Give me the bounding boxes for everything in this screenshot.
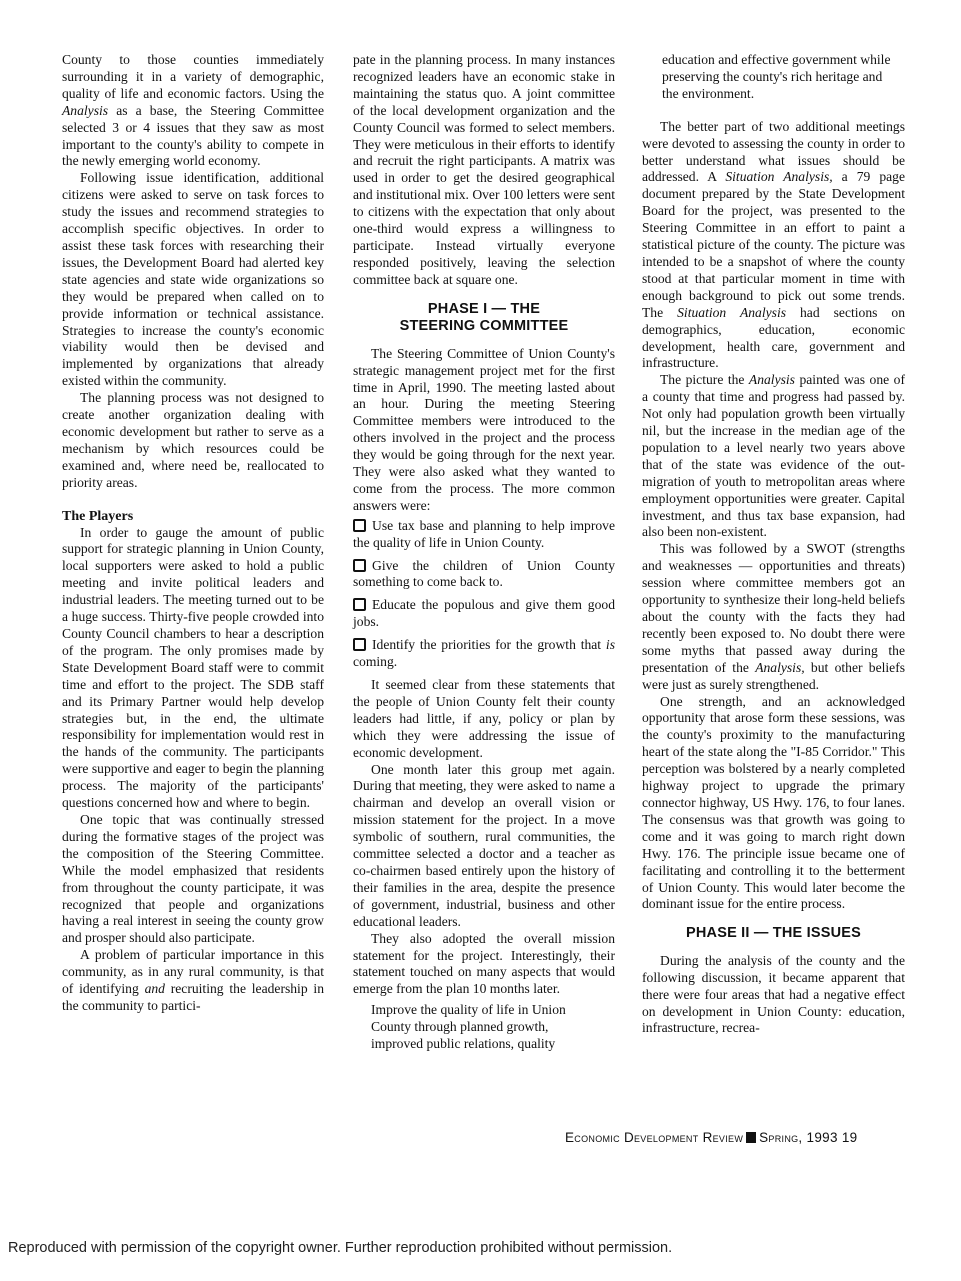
checkbox-icon <box>353 559 366 572</box>
paragraph: County to those counties immediately surrounding it in a variety of demographic, quality of life and economic factors. Using the Analysis as a base, the Steering Committee selected 3 or 4 issues that they saw as most important to the county's ability to compete in the newly emerging world economy. <box>62 52 324 169</box>
text-column-1 <box>62 52 324 1015</box>
journal-name: Economic Development Review <box>565 1130 744 1145</box>
checkbox-icon <box>353 638 366 651</box>
mission-statement-quote: Improve the quality of life in Union County through planned growth, improved public relations, quality <box>371 1002 566 1052</box>
page-number: 19 <box>841 1130 858 1145</box>
paragraph: It seemed clear from these statements that the people of Union County felt their county leaders had little, if any, policy or plan by which they were addressing the issue of economic development. <box>353 677 615 760</box>
paragraph: One topic that was continually stressed during the formative stages of the project was the composition of the Steering Committee. While the model emphasized that residents from throughout the county participate, it was recognized that people and organizations having a real interest in seeing the county grow and prosper should also participate. <box>62 811 324 946</box>
paragraph: This was followed by a SWOT (strengths and weaknesses — opportunities and threats) session where committee members got an opportunity to synthesize their long-held beliefs about the county with the facts they had recently been exposed to. No doubt there were some myths that passed away during the presentation of the Analysis, but other beliefs were just as surely strengthened. <box>642 541 906 692</box>
section-heading-phase-2: PHASE II — THE ISSUES <box>685 925 861 942</box>
paragraph: One strength, and an acknowledged opportunity that arose form these sessions, was the county's proximity to the manufacturing heart of the state along the "I-85 Corridor." This perception was bolstered by a nearly completed highway project to upgrade the primary connector highway, US Hwy. 176, to four lanes. The consensus was that growth was going to come and it was going to march right down Hwy. 176. The principle issue became one of facilitating and controlling it to the betterment of Union County. This would later become the dominant issue for the entire process. <box>642 693 905 912</box>
text-column-3 <box>642 52 905 1037</box>
checkbox-icon <box>353 598 366 611</box>
text-column-2 <box>353 52 615 1053</box>
paragraph: One month later this group met again. During that meeting, they were asked to name a chairman and develop an overall vision or mission statement for the project. In a move symbolic of southern, rural communities, the committee selected a doctor and a teacher as co-chairmen based entirely upon the history of their families in the area, despite the presence of government, industrial, business and other educational leaders. <box>353 761 615 929</box>
checklist-item: Educate the populous and give them good jobs. <box>353 597 615 630</box>
checklist-item: Identify the priorities for the growth that is coming. <box>353 637 615 670</box>
paragraph: During the analysis of the county and the following discussion, it became apparent that there were four areas that had a negative effect on development in Union County: education, infrastructure, recrea- <box>642 952 905 1036</box>
paragraph: The planning process was not designed to create another organization dealing with economic development but rather to serve as a mechanism by which resources could be examined and, where need be, reallocated to priority areas. <box>62 390 324 490</box>
paragraph: They also adopted the overall mission statement for the project. Interestingly, their statement touched on many aspects that would emerge from the plan 10 months later. <box>353 930 615 997</box>
paragraph: A problem of particular importance in this community, as in any rural community, is that of identifying and recruiting the leadership in the community to partici- <box>62 947 324 1013</box>
square-bullet-icon <box>746 1132 756 1143</box>
paragraph: The picture the Analysis painted was one of a county that time and progress had passed by. Not only had population growth been virtually nil, but the increase in the median age of the population to a level nearly two years above that of the state was evidence of the out-migration of youth to metropolitan areas where employment opportunities were greater. Capital investment, and thus tax base expansion, had also been non-existent. <box>642 372 905 540</box>
checklist-item: Give the children of Union County something to come back to. <box>353 557 615 590</box>
section-heading-phase-1: PHASE I — THE STEERING COMMITTEE <box>399 300 569 335</box>
checklist-item: Use tax base and planning to help improve the quality of life in Union County. <box>353 517 615 550</box>
paragraph: The better part of two additional meetings were devoted to assessing the county in order to better understand what issues should be addressed. A Situation Analysis, a 79 page document prepared by the State Development Board for the project, was presented to the Steering Committee in an effort to paint a statistical picture of the county. The picture was intended to be a snapshot of where the county stood at that particular moment in time with enough background to pick out some trends. The Situation Analysis had sections on demographics, education, economic development, health care, government and infrastructure. <box>642 118 905 371</box>
copyright-notice: Reproduced with permission of the copyright owner. Further reproduction prohibited without permission. <box>8 1240 673 1256</box>
mission-statement-quote-continued: education and effective government while preserving the county's rich heritage and the environment. <box>662 52 891 101</box>
running-footer <box>565 1130 857 1145</box>
section-heading-players: The Players <box>62 508 134 524</box>
paragraph: The Steering Committee of Union County's strategic management project met for the first time in April, 1990. The meeting lasted about an hour. During the meeting Steering Committee members were introduced to the others involved in the project and the process they would be going through for the next year. They were also asked what they wanted to come from the process. The more common answers were: <box>353 345 615 513</box>
paragraph: In order to gauge the amount of public support for strategic planning in Union County, local supporters were asked to hold a public meeting and invite political leaders and industrial leaders. The meeting turned out to be a huge success. Thirty-five people crowded into County Council chambers to hear a description of the program. The only promises made by State Development Board staff were to commit time and effort to the project. The SDB staff and its Primary Partner would help develop strategies but, in the end, the ultimate responsibility for implementation would rest in the hands of the community. The participants were supportive and eager to begin the planning process. The majority of the participants' questions concerned how and where to begin. <box>62 524 324 811</box>
paragraph: Following issue identification, additional citizens were asked to serve on task forces to study the issues and recommend strategies to accomplish specific objectives. In order to assist these task forces with researching their issues, the Development Board had alerted key state agencies and state wide organizations so they would be prepared when called on to provide information or technical assistance. Strategies to increase the county's economic viability would then be devised and implemented by organizations that already existed within the community. <box>62 170 324 389</box>
checkbox-icon <box>353 519 366 532</box>
paragraph: pate in the planning process. In many instances recognized leaders have an economic stake in maintaining the status quo. A joint committee of the local development organization and the County Council was formed to select members. They were meticulous in their efforts to identify and recruit the right participants. A matrix was used in order to get the desired geographical and institutional mix. Over 100 letters were sent to citizens with the expectation that only about one-third would express a willingness to participate. Instead virtually everyone responded positively, leaving the selection committee back at square one. <box>353 52 615 287</box>
issue-date: Spring, 1993 <box>759 1130 838 1145</box>
